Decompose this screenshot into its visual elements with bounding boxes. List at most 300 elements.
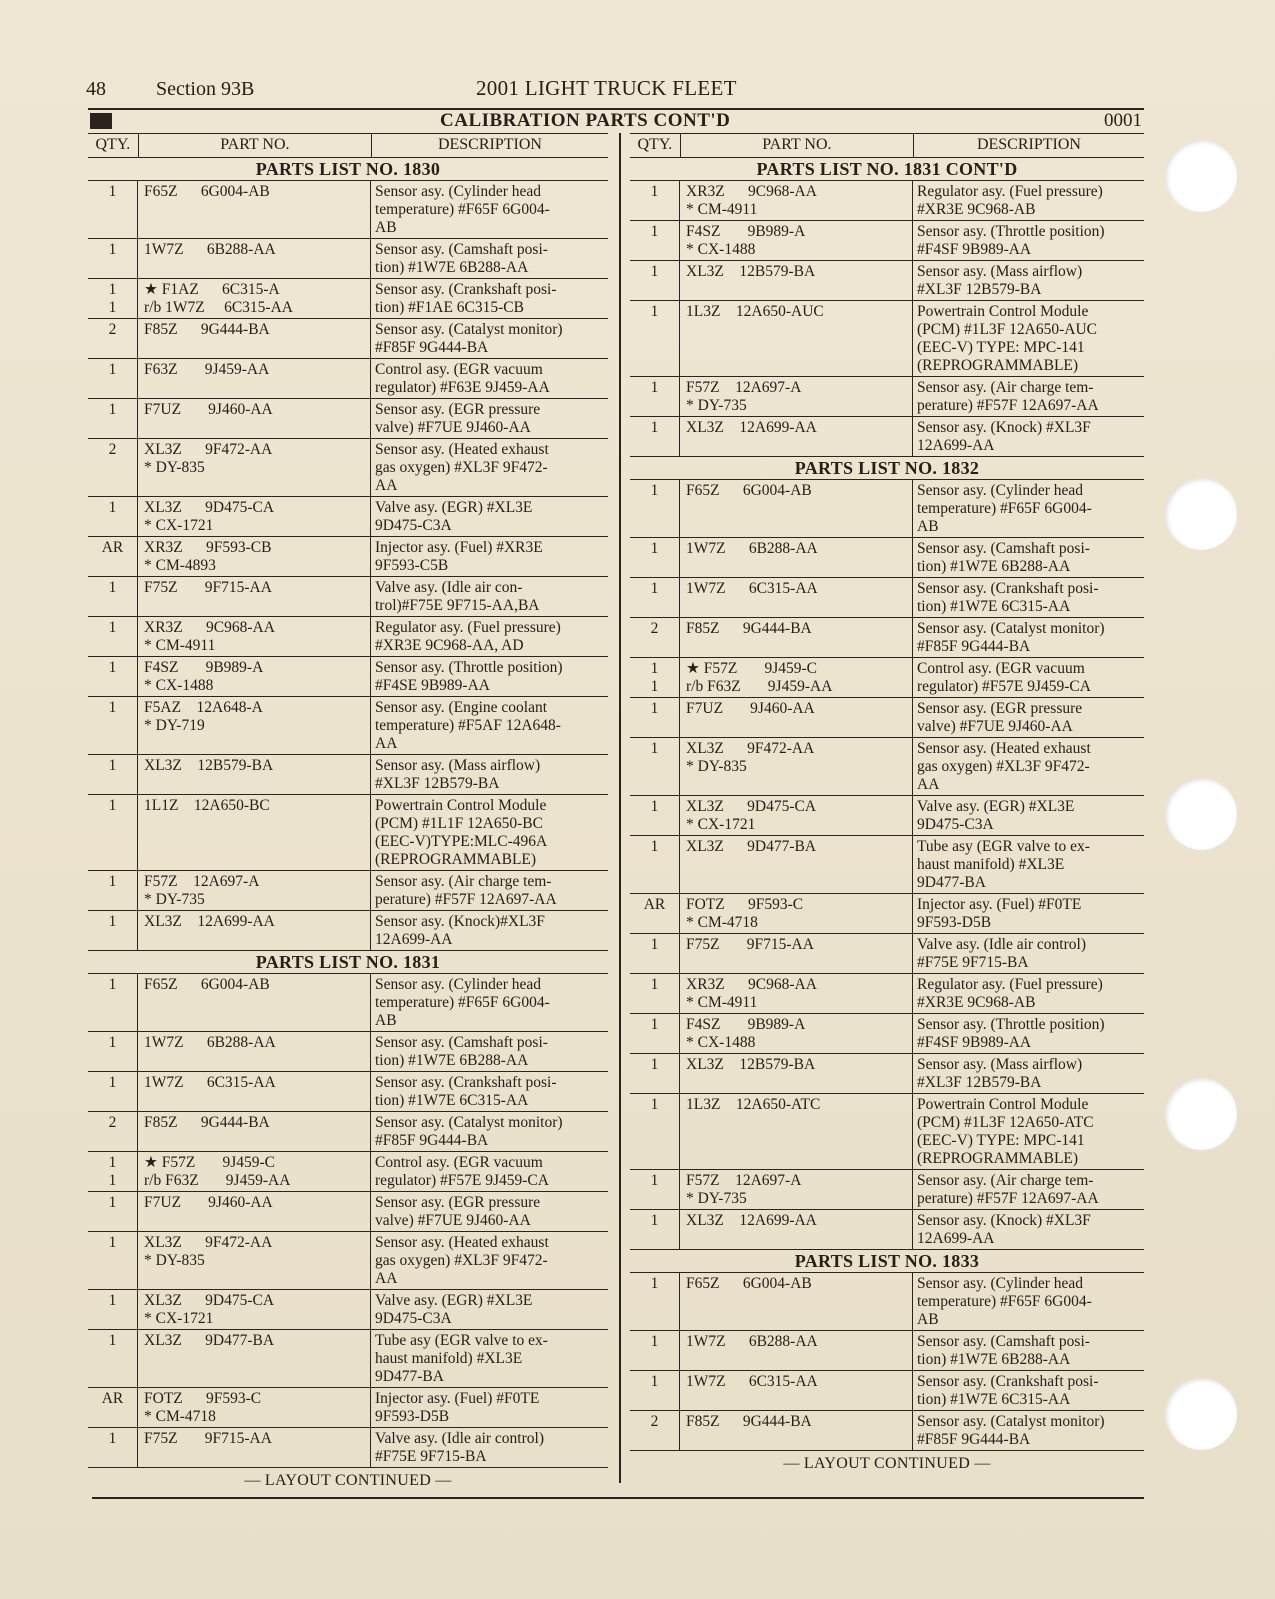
- part-no-cell-line: XL3Z 9D475-CA: [686, 798, 817, 815]
- parts-row: [88, 1032, 608, 1072]
- description-cell: [913, 1014, 1144, 1053]
- description-cell: [371, 1072, 608, 1111]
- parts-row: [630, 301, 1144, 377]
- part-no-cell: [680, 894, 913, 933]
- part-no-cell: [138, 1388, 371, 1427]
- description-cell-line: AB: [917, 1311, 939, 1328]
- part-no-cell: [138, 1072, 371, 1111]
- part-no-cell: [138, 795, 371, 870]
- description-cell: [913, 836, 1144, 893]
- description-cell-line: Sensor asy. (Camshaft posi-: [917, 540, 1090, 557]
- qty-cell-line: 1: [650, 379, 659, 396]
- parts-row: [630, 934, 1144, 974]
- description-cell-line: Sensor asy. (EGR pressure: [917, 700, 1083, 717]
- part-no-cell-line: F85Z 9G444-BA: [144, 1114, 270, 1131]
- description-cell: [913, 698, 1144, 737]
- qty-cell: [630, 1371, 680, 1410]
- part-no-cell-line: F65Z 6G004-AB: [686, 1275, 812, 1292]
- description-cell-line: Powertrain Control Module: [917, 1096, 1089, 1113]
- qty-cell-line: 1: [108, 1154, 117, 1171]
- description-cell-line: gas oxygen) #XL3F 9F472-: [375, 1252, 548, 1269]
- binder-hole: [1165, 1378, 1237, 1450]
- right-column: [630, 133, 1144, 1473]
- part-no-cell-line: XR3Z 9C968-AA: [144, 619, 275, 636]
- qty-cell: [630, 377, 680, 416]
- layout-continued-note: — LAYOUT CONTINUED —: [244, 1472, 452, 1489]
- description-cell-line: Sensor asy. (Catalyst monitor): [917, 1413, 1105, 1430]
- description-cell-line: Control asy. (EGR vacuum: [375, 361, 543, 378]
- description-cell-line: Sensor asy. (Air charge tem-: [917, 1172, 1094, 1189]
- description-cell-line: Valve asy. (EGR) #XL3E: [917, 798, 1075, 815]
- column-divider: [619, 133, 621, 1483]
- part-no-cell: [138, 657, 371, 696]
- description-cell-line: #F85F 9G444-BA: [917, 638, 1031, 655]
- parts-row: [630, 1014, 1144, 1054]
- part-no-cell: [138, 439, 371, 496]
- qty-cell: [630, 301, 680, 376]
- part-no-cell-line: XL3Z 12A699-AA: [144, 913, 275, 930]
- description-cell-line: 12A699-AA: [375, 931, 453, 948]
- qty-cell: [88, 1192, 138, 1231]
- part-no-cell: [138, 697, 371, 754]
- description-cell: [913, 1054, 1144, 1093]
- part-no-cell-line: F7UZ 9J460-AA: [686, 700, 815, 717]
- part-no-cell-line: * CM-4718: [144, 1408, 216, 1425]
- description-cell-line: Injector asy. (Fuel) #XR3E: [375, 539, 543, 556]
- description-cell-line: Sensor asy. (EGR pressure: [375, 1194, 541, 1211]
- qty-cell-line: 1: [650, 419, 659, 436]
- description-cell: [913, 796, 1144, 835]
- parts-row: [630, 1094, 1144, 1170]
- description-cell-line: AA: [375, 735, 398, 752]
- page-header: [86, 74, 1146, 104]
- parts-row: [630, 974, 1144, 1014]
- qty-cell-line: 1: [108, 1034, 117, 1051]
- description-cell-line: tion) #1W7E 6C315-AA: [917, 598, 1071, 615]
- part-no-cell-line: F4SZ 9B989-A: [686, 1016, 806, 1033]
- part-no-cell-line: ★ F1AZ 6C315-A: [144, 281, 280, 298]
- qty-cell: [630, 1094, 680, 1169]
- description-cell: [371, 181, 608, 238]
- part-no-cell-line: 1W7Z 6B288-AA: [686, 1333, 818, 1350]
- part-no-cell-line: * CX-1488: [686, 1034, 756, 1051]
- part-no-cell-line: * CX-1721: [144, 1310, 214, 1327]
- part-no-cell-line: XL3Z 9D475-CA: [144, 499, 275, 516]
- parts-row: [630, 658, 1144, 698]
- parts-row: [88, 1232, 608, 1290]
- parts-row: [88, 1330, 608, 1388]
- description-cell: [371, 1290, 608, 1329]
- qty-cell-line: 1: [108, 1430, 117, 1447]
- part-no-cell: [680, 1371, 913, 1410]
- part-no-cell-line: XL3Z 9F472-AA: [686, 740, 815, 757]
- description-cell-line: Sensor asy. (Mass airflow): [917, 263, 1083, 280]
- part-no-cell-line: F5AZ 12A648-A: [144, 699, 263, 716]
- description-cell-line: Sensor asy. (Cylinder head: [375, 976, 542, 993]
- parts-row: [630, 1371, 1144, 1411]
- description-cell-line: #F4SE 9B989-AA: [375, 677, 490, 694]
- description-cell: [913, 1273, 1144, 1330]
- qty-cell: [88, 911, 138, 950]
- parts-row: [88, 399, 608, 439]
- part-no-cell-line: 1W7Z 6C315-AA: [144, 1074, 276, 1091]
- description-cell: [371, 657, 608, 696]
- parts-row: [88, 239, 608, 279]
- description-cell-line: Regulator asy. (Fuel pressure): [917, 976, 1103, 993]
- description-cell: [371, 279, 608, 318]
- description-cell: [913, 1331, 1144, 1370]
- part-no-cell-line: XR3Z 9C968-AA: [686, 976, 817, 993]
- part-no-cell: [138, 871, 371, 910]
- description-cell-line: Sensor asy. (Crankshaft posi-: [917, 580, 1099, 597]
- qty-cell-line: 1: [650, 798, 659, 815]
- description-cell: [913, 480, 1144, 537]
- description-cell-line: temperature) #F65F 6G004-: [917, 1293, 1092, 1310]
- layout-continued-note: — LAYOUT CONTINUED —: [783, 1455, 991, 1472]
- part-no-cell-line: * DY-835: [144, 1252, 205, 1269]
- description-cell-line: Powertrain Control Module: [375, 797, 547, 814]
- description-cell-line: #F85F 9G444-BA: [375, 1132, 489, 1149]
- description-cell: [913, 538, 1144, 577]
- description-cell-line: 12A699-AA: [917, 437, 995, 454]
- parts-row: [88, 1192, 608, 1232]
- description-cell: [371, 537, 608, 576]
- description-cell-line: (PCM) #1L3F 12A650-ATC: [917, 1114, 1094, 1131]
- part-no-cell-line: * DY-735: [686, 1190, 747, 1207]
- description-cell: [913, 1210, 1144, 1249]
- part-no-cell-line: * CM-4911: [144, 637, 216, 654]
- part-no-cell-line: * DY-735: [686, 397, 747, 414]
- description-cell-line: Sensor asy. (Catalyst monitor): [375, 1114, 563, 1131]
- qty-cell: [88, 1330, 138, 1387]
- qty-cell-line: 1: [650, 838, 659, 855]
- qty-cell-line: 1: [650, 700, 659, 717]
- part-no-cell-line: * DY-835: [144, 459, 205, 476]
- description-cell-line: tion) #1W7E 6B288-AA: [917, 1351, 1071, 1368]
- part-no-cell-line: F57Z 12A697-A: [686, 1172, 802, 1189]
- qty-cell-line: 2: [108, 1114, 117, 1131]
- parts-list-title: PARTS LIST NO. 1831 CONT'D: [630, 158, 1144, 181]
- qty-header: QTY.: [88, 134, 139, 157]
- parts-row: [88, 537, 608, 577]
- binder-hole: [1165, 1078, 1237, 1150]
- part-no-cell: [680, 181, 913, 220]
- qty-cell: [88, 755, 138, 794]
- section-label: Section 93B: [156, 78, 255, 100]
- part-no-cell: [138, 755, 371, 794]
- description-cell-line: Control asy. (EGR vacuum: [917, 660, 1085, 677]
- part-no-cell: [138, 399, 371, 438]
- part-no-cell-line: * DY-835: [686, 758, 747, 775]
- description-cell-line: (PCM) #1L3F 12A650-AUC: [917, 321, 1097, 338]
- part-no-cell-line: F65Z 6G004-AB: [144, 976, 270, 993]
- part-no-cell: [680, 1331, 913, 1370]
- qty-cell-line: 1: [108, 1332, 117, 1349]
- description-cell: [371, 697, 608, 754]
- qty-cell: [630, 261, 680, 300]
- qty-cell-line: 1: [650, 482, 659, 499]
- description-cell-line: Sensor asy. (Knock)#XL3F: [375, 913, 545, 930]
- part-no-cell: [138, 617, 371, 656]
- description-cell-line: Valve asy. (EGR) #XL3E: [375, 499, 533, 516]
- qty-cell: [88, 617, 138, 656]
- description-cell-line: regulator) #F57E 9J459-CA: [917, 678, 1091, 695]
- description-cell: [371, 1192, 608, 1231]
- qty-cell-line: 1: [650, 976, 659, 993]
- description-cell-line: 9D475-C3A: [917, 816, 994, 833]
- part-no-cell: [138, 279, 371, 318]
- description-cell: [371, 617, 608, 656]
- part-no-cell: [138, 577, 371, 616]
- qty-cell: [88, 279, 138, 318]
- description-cell-line: AB: [375, 219, 397, 236]
- description-cell-line: tion) #1W7E 6B288-AA: [917, 558, 1071, 575]
- part-no-cell-line: * DY-719: [144, 717, 205, 734]
- part-no-cell: [680, 1210, 913, 1249]
- description-cell-line: Sensor asy. (Throttle position): [917, 1016, 1105, 1033]
- parts-list-title: PARTS LIST NO. 1831: [88, 951, 608, 974]
- description-cell-line: Sensor asy. (Mass airflow): [917, 1056, 1083, 1073]
- qty-cell-line: AR: [643, 896, 666, 913]
- description-cell-line: (REPROGRAMMABLE): [917, 357, 1079, 374]
- description-cell-line: Sensor asy. (Catalyst monitor): [917, 620, 1105, 637]
- part-no-cell-line: 1L1Z 12A650-BC: [144, 797, 270, 814]
- qty-cell-line: 1: [108, 183, 117, 200]
- description-cell-line: #XL3F 12B579-BA: [917, 1074, 1042, 1091]
- banner-code: 0001: [1104, 110, 1142, 131]
- description-cell: [913, 974, 1144, 1013]
- description-cell-line: (REPROGRAMMABLE): [375, 851, 537, 868]
- parts-row: [630, 894, 1144, 934]
- part-no-cell: [680, 796, 913, 835]
- description-cell-line: haust manifold) #XL3E: [375, 1350, 523, 1367]
- parts-row: [88, 181, 608, 239]
- part-no-cell: [680, 377, 913, 416]
- qty-cell: [630, 538, 680, 577]
- description-header: DESCRIPTION: [437, 136, 542, 153]
- qty-cell: [630, 578, 680, 617]
- description-cell-line: Sensor asy. (Camshaft posi-: [375, 241, 548, 258]
- part-no-cell: [138, 1032, 371, 1071]
- description-cell: [371, 1032, 608, 1071]
- part-no-cell: [138, 1290, 371, 1329]
- qty-cell-line: 1: [650, 1016, 659, 1033]
- qty-cell-line: 2: [650, 620, 659, 637]
- qty-cell: [88, 657, 138, 696]
- qty-cell-line: 1: [108, 281, 117, 298]
- part-no-header: PART NO.: [681, 134, 914, 157]
- description-cell-line: #XR3E 9C968-AA, AD: [375, 637, 524, 654]
- description-cell: [913, 1170, 1144, 1209]
- description-cell: [913, 377, 1144, 416]
- qty-cell-line: 1: [650, 223, 659, 240]
- parts-row: [88, 974, 608, 1032]
- qty-cell-line: 1: [650, 1056, 659, 1073]
- description-cell: [913, 181, 1144, 220]
- qty-cell-line: 1: [650, 183, 659, 200]
- parts-row: [88, 1388, 608, 1428]
- description-cell-line: temperature) #F65F 6G004-: [375, 201, 550, 218]
- part-no-cell: [138, 181, 371, 238]
- description-cell: [913, 301, 1144, 376]
- qty-cell-line: 1: [650, 1275, 659, 1292]
- parts-row: [630, 618, 1144, 658]
- description-cell-line: 9F593-D5B: [917, 914, 992, 931]
- parts-row: [88, 359, 608, 399]
- part-no-cell: [138, 359, 371, 398]
- parts-row: [88, 1290, 608, 1330]
- parts-row: [88, 657, 608, 697]
- qty-cell: [88, 319, 138, 358]
- part-no-cell: [138, 1330, 371, 1387]
- description-cell: [371, 1152, 608, 1191]
- description-cell-line: Sensor asy. (Crankshaft posi-: [375, 1074, 557, 1091]
- part-no-cell-line: XL3Z 9F472-AA: [144, 1234, 273, 1251]
- qty-cell: [88, 1388, 138, 1427]
- parts-row: [88, 697, 608, 755]
- description-cell-line: temperature) #F65F 6G004-: [375, 994, 550, 1011]
- description-cell: [371, 795, 608, 870]
- part-no-cell-line: F4SZ 9B989-A: [686, 223, 806, 240]
- qty-cell: [88, 497, 138, 536]
- bottom-rule: [92, 1497, 1144, 1499]
- description-cell-line: #XL3F 12B579-BA: [375, 775, 500, 792]
- description-cell: [371, 1330, 608, 1387]
- part-no-cell-line: F65Z 6G004-AB: [686, 482, 812, 499]
- description-cell-line: perature) #F57F 12A697-AA: [917, 1190, 1099, 1207]
- description-cell-line: Sensor asy. (Cylinder head: [375, 183, 542, 200]
- qty-cell: [88, 359, 138, 398]
- part-no-cell: [680, 1273, 913, 1330]
- part-no-cell: [138, 239, 371, 278]
- parts-row: [88, 319, 608, 359]
- qty-cell-line: 1: [108, 1194, 117, 1211]
- description-cell-line: 9D475-C3A: [375, 1310, 452, 1327]
- page-number: 48: [86, 78, 106, 100]
- description-cell: [371, 911, 608, 950]
- part-no-cell-line: r/b F63Z 9J459-AA: [686, 678, 833, 695]
- qty-cell: [630, 698, 680, 737]
- parts-row: [88, 1112, 608, 1152]
- description-cell-line: perature) #F57F 12A697-AA: [375, 891, 557, 908]
- description-cell-line: #XR3E 9C968-AB: [917, 994, 1036, 1011]
- description-cell: [371, 577, 608, 616]
- description-cell-line: AA: [375, 1270, 398, 1287]
- qty-cell-line: 1: [108, 401, 117, 418]
- part-no-cell-line: XL3Z 12B579-BA: [686, 263, 816, 280]
- description-cell-line: Sensor asy. (Throttle position): [375, 659, 563, 676]
- description-cell-line: Injector asy. (Fuel) #F0TE: [917, 896, 1082, 913]
- parts-row: [630, 181, 1144, 221]
- qty-cell-line: 1: [650, 263, 659, 280]
- part-no-cell: [138, 1192, 371, 1231]
- part-no-cell: [680, 836, 913, 893]
- qty-cell: [630, 934, 680, 973]
- description-cell-line: perature) #F57F 12A697-AA: [917, 397, 1099, 414]
- qty-cell: [630, 1170, 680, 1209]
- qty-cell-line: 1: [650, 1373, 659, 1390]
- description-cell-line: Sensor asy. (Camshaft posi-: [917, 1333, 1090, 1350]
- parts-list-title: PARTS LIST NO. 1832: [630, 457, 1144, 480]
- description-cell-line: Powertrain Control Module: [917, 303, 1089, 320]
- description-cell-line: #F75E 9F715-BA: [917, 954, 1029, 971]
- banner-title: CALIBRATION PARTS CONT'D: [440, 110, 731, 131]
- part-no-cell-line: F85Z 9G444-BA: [686, 620, 812, 637]
- qty-cell: [88, 1428, 138, 1467]
- part-no-cell: [138, 974, 371, 1031]
- description-cell-line: regulator) #F57E 9J459-CA: [375, 1172, 549, 1189]
- description-cell-line: #F4SF 9B989-AA: [917, 241, 1032, 258]
- qty-cell: [630, 480, 680, 537]
- parts-row: [88, 617, 608, 657]
- description-cell-line: tion) #1W7E 6B288-AA: [375, 1052, 529, 1069]
- description-cell-line: (PCM) #1L1F 12A650-BC: [375, 815, 543, 832]
- description-cell: [913, 738, 1144, 795]
- description-cell-line: trol)#F75E 9F715-AA,BA: [375, 597, 540, 614]
- part-no-cell: [680, 538, 913, 577]
- part-no-cell-line: F7UZ 9J460-AA: [144, 1194, 273, 1211]
- part-no-cell-line: XL3Z 12A699-AA: [686, 419, 817, 436]
- qty-cell-line: 1: [650, 1172, 659, 1189]
- description-cell: [913, 261, 1144, 300]
- parts-list-title: PARTS LIST NO. 1830: [88, 158, 608, 181]
- parts-row: [630, 1273, 1144, 1331]
- part-no-cell-line: F75Z 9F715-AA: [686, 936, 814, 953]
- column-header: [630, 133, 1144, 158]
- part-no-cell-line: F4SZ 9B989-A: [144, 659, 264, 676]
- description-cell-line: #F75E 9F715-BA: [375, 1448, 487, 1465]
- qty-cell-line: 1: [108, 1074, 117, 1091]
- description-cell-line: #XR3E 9C968-AB: [917, 201, 1036, 218]
- description-cell-line: Sensor asy. (Air charge tem-: [375, 873, 552, 890]
- parts-row: [630, 1210, 1144, 1250]
- part-no-cell-line: r/b F63Z 9J459-AA: [144, 1172, 291, 1189]
- qty-cell: [630, 1411, 680, 1450]
- part-no-cell: [680, 1094, 913, 1169]
- part-no-cell: [680, 1054, 913, 1093]
- qty-cell: [88, 974, 138, 1031]
- qty-cell-line: 1: [108, 757, 117, 774]
- description-cell-line: Sensor asy. (Camshaft posi-: [375, 1034, 548, 1051]
- qty-cell: [88, 871, 138, 910]
- banner: [90, 110, 1142, 132]
- description-cell: [913, 1371, 1144, 1410]
- part-no-cell-line: XL3Z 9D477-BA: [144, 1332, 275, 1349]
- part-no-cell-line: 1L3Z 12A650-ATC: [686, 1096, 821, 1113]
- description-cell-line: Injector asy. (Fuel) #F0TE: [375, 1390, 540, 1407]
- description-cell-line: 9D477-BA: [375, 1368, 444, 1385]
- part-no-cell-line: ★ F57Z 9J459-C: [144, 1154, 276, 1171]
- parts-row: [88, 279, 608, 319]
- qty-cell: [630, 181, 680, 220]
- description-cell-line: 9F593-C5B: [375, 557, 449, 574]
- description-cell-line: temperature) #F65F 6G004-: [917, 500, 1092, 517]
- qty-cell: [630, 1054, 680, 1093]
- description-cell: [371, 1232, 608, 1289]
- binder-hole: [1165, 778, 1237, 850]
- qty-cell-line: 1: [650, 1212, 659, 1229]
- parts-row: [630, 698, 1144, 738]
- qty-cell-line: 1: [108, 1172, 117, 1189]
- part-no-cell: [680, 618, 913, 657]
- part-no-cell: [680, 934, 913, 973]
- description-cell-line: Valve asy. (EGR) #XL3E: [375, 1292, 533, 1309]
- parts-row: [88, 497, 608, 537]
- description-cell-line: Sensor asy. (Knock) #XL3F: [917, 1212, 1091, 1229]
- description-cell-line: valve) #F7UE 9J460-AA: [375, 419, 531, 436]
- qty-cell-line: 1: [108, 241, 117, 258]
- parts-row: [88, 1072, 608, 1112]
